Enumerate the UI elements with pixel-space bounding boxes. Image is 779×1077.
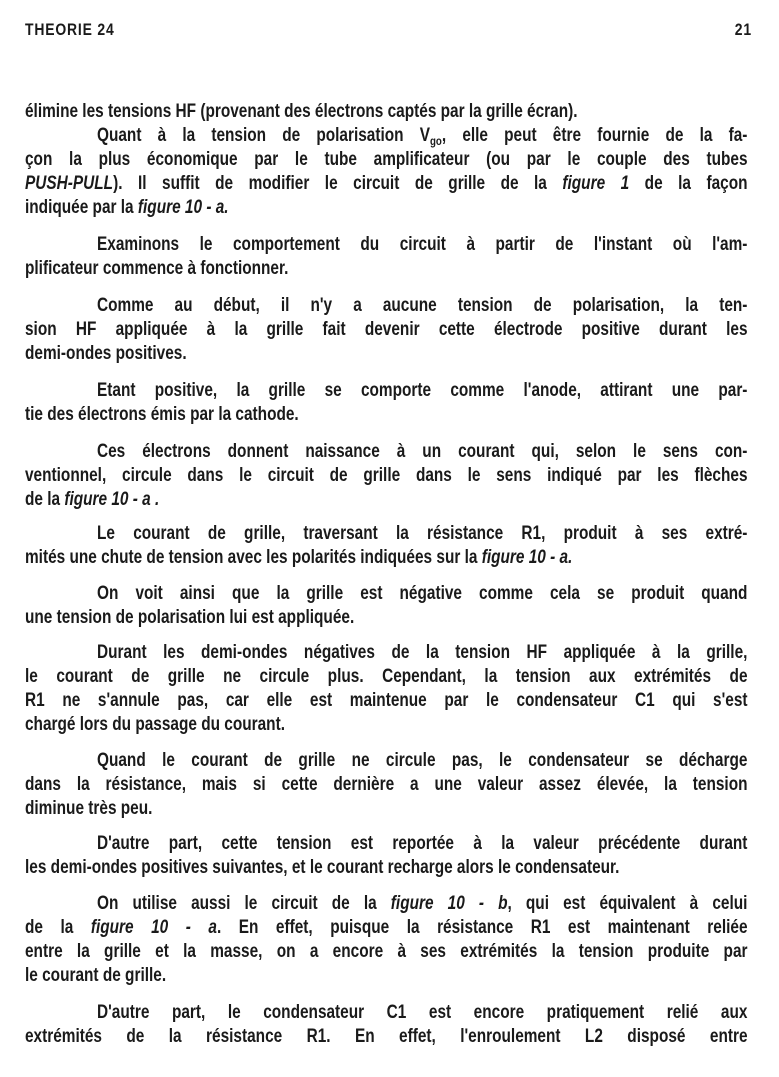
text-line: Le courant de grille, traversant la résistance R1, produit à ses extré- [97, 523, 748, 544]
subscript: go [429, 134, 442, 148]
text-line: le courant de grille. [25, 965, 167, 986]
text-line: de la figure 10 - a . [25, 489, 160, 510]
text-line: le courant de grille ne circule plus. Cependant, la tension aux extrémités de [25, 666, 748, 687]
figure-reference: figure 10 - a [90, 917, 217, 938]
text-line: indiquée par la figure 10 - a. [25, 197, 229, 218]
text-line: chargé lors du passage du courant. [25, 714, 285, 735]
figure-reference: figure 1 [562, 173, 630, 194]
text-line: une tension de polarisation lui est appliquée. [25, 607, 355, 628]
text-line: çon la plus économique par le tube amplificateur (ou par le couple des tubes [25, 149, 748, 170]
page-number: 21 [734, 20, 752, 39]
text-line: élimine les tensions HF (provenant des électrons captés par la grille écran). [25, 101, 578, 122]
text-line: Ces électrons donnent naissance à un courant qui, selon le sens con- [97, 441, 748, 462]
figure-reference: figure 10 - a . [64, 489, 160, 510]
figure-reference: figure 10 - b [390, 893, 508, 914]
text-line: Quant à la tension de polarisation $V_{go}$, elle peut être fournie de la fa- [97, 125, 748, 148]
text-line: Etant positive, la grille se comporte comme l'anode, attirant une par- [97, 380, 748, 401]
text-line: les demi-ondes positives suivantes, et le courant recharge alors le condensateur. [25, 857, 620, 878]
text-line: On utilise aussi le circuit de la figure 10 - b, qui est équivalent à celui [97, 893, 748, 914]
text-line: R1 ne s'annule pas, car elle est maintenue par le condensateur C1 qui s'est [25, 690, 748, 711]
text-line: entre la grille et la masse, on a encore à ses extrémités la tension produite par [25, 941, 748, 962]
figure-reference: figure 10 - a. [481, 547, 573, 568]
text-line: de la figure 10 - a. En effet, puisque la résistance R1 est maintenant reliée [25, 917, 748, 938]
text-line: plificateur commence à fonctionner. [25, 258, 289, 279]
italic-term: PUSH-PULL [25, 173, 114, 194]
text-line: Comme au début, il n'y a aucune tension de polarisation, la ten- [97, 295, 748, 316]
text-line: On voit ainsi que la grille est négative comme cela se produit quand [97, 583, 748, 604]
text-line: ventionnel, circule dans le circuit de grille dans le sens indiqué par les flèches [25, 465, 748, 486]
text-line: dans la résistance, mais si cette dernière a une valeur assez élevée, la tension [25, 774, 748, 795]
text-line: D'autre part, le condensateur C1 est encore pratiquement relié aux [97, 1002, 748, 1023]
running-title: THEORIE 24 [25, 20, 115, 39]
text-line: extrémités de la résistance R1. En effet, l'enroulement L2 disposé entre [25, 1026, 748, 1047]
text-line: D'autre part, cette tension est reportée à la valeur précédente durant [97, 833, 748, 854]
text-line: Quand le courant de grille ne circule pas, le condensateur se décharge [97, 750, 748, 771]
text-line: tie des électrons émis par la cathode. [25, 404, 299, 425]
text-line: Durant les demi-ondes négatives de la tension HF appliquée à la grille, [97, 642, 748, 663]
text-line: diminue très peu. [25, 798, 153, 819]
text-line: demi-ondes positives. [25, 343, 187, 364]
text-line: Examinons le comportement du circuit à partir de l'instant où l'am- [97, 234, 748, 255]
figure-reference: figure 10 - a. [137, 197, 229, 218]
text-line: sion HF appliquée à la grille fait devenir cette électrode positive durant les [25, 319, 748, 340]
text-line: PUSH-PULL). Il suffit de modifier le circuit de grille de la figure 1 de la façon [25, 173, 748, 194]
text-line: mités une chute de tension avec les polarités indiquées sur la figure 10 - a. [25, 547, 573, 568]
